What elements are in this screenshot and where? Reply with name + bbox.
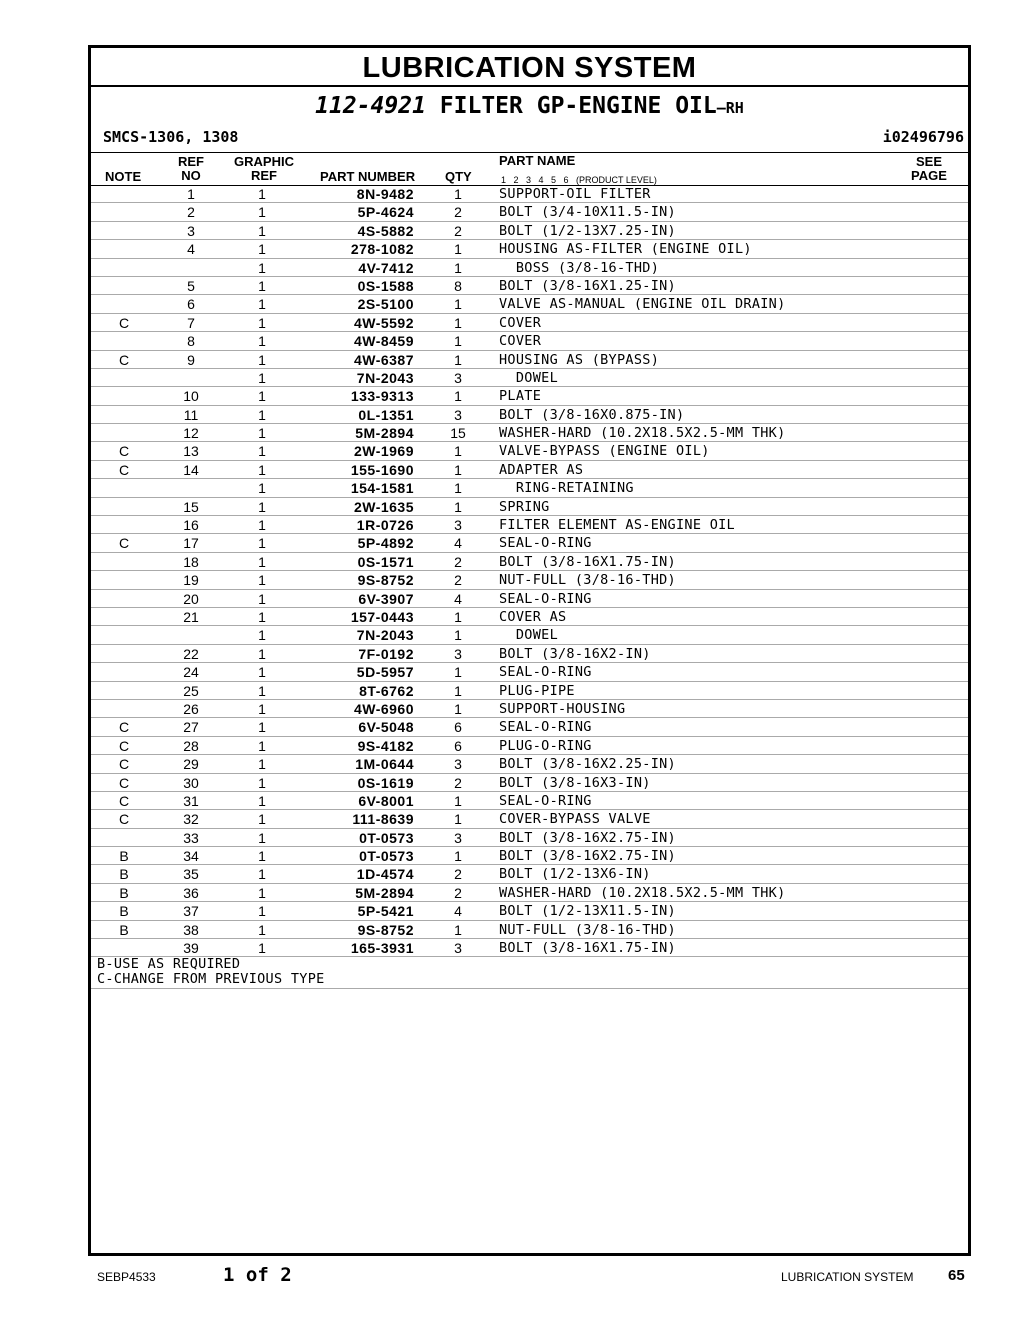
row-graphic-ref: 1 [258, 774, 266, 791]
row-part-name: WASHER-HARD (10.2X18.5X2.5-MM THK) [499, 425, 786, 442]
row-qty: 1 [454, 296, 462, 313]
row-part-number: 6V-5048 [358, 719, 414, 736]
col-product-levels: 1 2 3 4 5 6 (PRODUCT LEVEL) [501, 175, 657, 185]
row-part-number: 9S-8752 [357, 921, 414, 938]
row-graphic-ref: 1 [258, 848, 266, 865]
table-row [91, 663, 968, 681]
row-ref-no: 28 [183, 737, 199, 754]
row-part-number: 1M-0644 [355, 756, 414, 773]
row-graphic-ref: 1 [258, 940, 266, 957]
row-part-number: 4W-6960 [353, 700, 414, 717]
row-note: B [119, 903, 129, 920]
table-row [91, 516, 968, 534]
row-graphic-ref: 1 [258, 222, 266, 239]
col-part-name: PART NAME [499, 153, 576, 168]
row-part-number: 4W-6387 [353, 351, 414, 368]
row-graphic-ref: 1 [258, 277, 266, 294]
row-graphic-ref: 1 [258, 664, 266, 681]
row-graphic-ref: 1 [258, 259, 266, 276]
row-part-name: BOLT (3/8-16X2-IN) [499, 645, 651, 662]
row-part-number: 6V-8001 [358, 792, 414, 809]
table-row [91, 810, 968, 828]
footer-page-number: 65 [948, 1267, 965, 1284]
row-part-name: COVER [499, 314, 542, 331]
table-row [91, 314, 968, 332]
row-ref-no: 19 [183, 572, 199, 589]
row-ref-no: 10 [183, 388, 199, 405]
row-ref-no: 9 [187, 351, 195, 368]
group-number: 112-4921 [315, 93, 426, 119]
row-graphic-ref: 1 [258, 369, 266, 386]
row-part-name: SEAL-O-RING [499, 590, 592, 607]
row-part-number: 4W-5592 [353, 314, 414, 331]
row-part-number: 9S-4182 [357, 737, 414, 754]
table-header [91, 152, 968, 186]
row-part-number: 154-1581 [350, 480, 414, 497]
row-part-name: BOLT (3/8-16X1.25-IN) [499, 277, 676, 294]
table-row [91, 774, 968, 792]
row-ref-no: 20 [183, 590, 199, 607]
row-qty: 4 [454, 903, 462, 920]
table-row [91, 277, 968, 295]
parts-table-body [91, 185, 968, 957]
table-row [91, 534, 968, 552]
row-qty: 4 [454, 535, 462, 552]
row-graphic-ref: 1 [258, 719, 266, 736]
table-row [91, 424, 968, 442]
row-qty: 1 [454, 241, 462, 258]
row-ref-no: 2 [187, 204, 195, 221]
row-qty: 4 [454, 590, 462, 607]
row-qty: 1 [454, 811, 462, 828]
row-part-number: 2W-1635 [353, 498, 414, 515]
row-part-number: 0S-1571 [357, 553, 414, 570]
row-part-number: 4W-8459 [353, 333, 414, 350]
row-part-number: 5P-5421 [357, 903, 414, 920]
row-part-number: 7N-2043 [356, 627, 414, 644]
group-name: FILTER GP-ENGINE OIL [439, 93, 717, 119]
row-qty: 3 [454, 829, 462, 846]
row-part-name: SEAL-O-RING [499, 535, 592, 552]
row-graphic-ref: 1 [258, 737, 266, 754]
row-graphic-ref: 1 [258, 388, 266, 405]
row-part-name: VALVE AS-MANUAL (ENGINE OIL DRAIN) [499, 296, 786, 313]
row-part-name: BOLT (1/2-13X6-IN) [499, 866, 651, 883]
footer-section: LUBRICATION SYSTEM [781, 1270, 914, 1284]
row-part-number: 7F-0192 [358, 645, 414, 662]
row-graphic-ref: 1 [258, 480, 266, 497]
row-graphic-ref: 1 [258, 553, 266, 570]
table-row [91, 865, 968, 883]
row-part-number: 9S-8752 [357, 572, 414, 589]
row-graphic-ref: 1 [258, 608, 266, 625]
table-row [91, 351, 968, 369]
row-graphic-ref: 1 [258, 443, 266, 460]
row-qty: 1 [454, 921, 462, 938]
row-qty: 3 [454, 940, 462, 957]
row-part-number: 4S-5882 [357, 222, 414, 239]
row-graphic-ref: 1 [258, 498, 266, 515]
table-row [91, 700, 968, 718]
table-row [91, 498, 968, 516]
notes-divider [91, 988, 968, 989]
table-row [91, 406, 968, 424]
col-ref-no [166, 155, 216, 183]
row-ref-no: 39 [183, 940, 199, 957]
row-ref-no: 13 [183, 443, 199, 460]
row-graphic-ref: 1 [258, 682, 266, 699]
col-ref-line2: NO [181, 168, 201, 183]
row-part-name: PLUG-PIPE [499, 682, 575, 699]
row-qty: 3 [454, 406, 462, 423]
row-part-name: SUPPORT-HOUSING [499, 700, 626, 717]
row-part-name: COVER AS [499, 608, 567, 625]
row-part-number: 8N-9482 [356, 186, 414, 202]
row-part-number: 0S-1619 [357, 774, 414, 791]
table-row [91, 332, 968, 350]
row-note: C [118, 774, 130, 791]
row-ref-no: 30 [183, 774, 199, 791]
row-ref-no: 17 [183, 535, 199, 552]
row-note: C [118, 792, 130, 809]
row-graphic-ref: 1 [258, 204, 266, 221]
row-graphic-ref: 1 [258, 406, 266, 423]
row-part-name: HOUSING AS-FILTER (ENGINE OIL) [499, 241, 752, 258]
row-part-name: BOLT (1/2-13X7.25-IN) [499, 222, 676, 239]
row-part-name: PLUG-O-RING [499, 737, 592, 754]
table-row [91, 902, 968, 920]
col-graphic-line1: GRAPHIC [234, 154, 294, 169]
row-note: B [119, 866, 129, 883]
row-graphic-ref: 1 [258, 186, 266, 202]
row-part-name: ADAPTER AS [499, 461, 584, 478]
row-graphic-ref: 1 [258, 829, 266, 846]
row-graphic-ref: 1 [258, 517, 266, 534]
col-part-number: PART NUMBER [320, 169, 416, 184]
row-qty: 1 [454, 498, 462, 515]
row-part-number: 0L-1351 [358, 406, 414, 423]
row-part-number: 0S-1588 [357, 277, 414, 294]
row-part-number: 133-9313 [350, 388, 414, 405]
row-qty: 2 [454, 204, 462, 221]
table-row [91, 884, 968, 902]
table-row [91, 369, 968, 387]
table-row [91, 203, 968, 221]
row-ref-no: 36 [183, 884, 199, 901]
row-ref-no: 31 [183, 792, 199, 809]
col-see-page [904, 155, 954, 183]
row-part-name: FILTER ELEMENT AS-ENGINE OIL [499, 517, 735, 534]
row-part-number: 111-8639 [352, 811, 414, 828]
row-ref-no: 12 [183, 425, 199, 442]
note-c: C-CHANGE FROM PREVIOUS TYPE [97, 971, 325, 987]
table-row [91, 295, 968, 313]
row-qty: 1 [454, 314, 462, 331]
row-part-name: BOSS (3/8-16-THD) [499, 259, 660, 276]
row-part-number: 5P-4892 [357, 535, 414, 552]
row-part-name: BOLT (3/8-16X2.75-IN) [499, 848, 676, 865]
row-part-number: 5D-5957 [356, 664, 414, 681]
row-ref-no: 25 [183, 682, 199, 699]
row-part-number: 5M-2894 [355, 884, 414, 901]
table-row [91, 755, 968, 773]
row-qty: 2 [454, 572, 462, 589]
row-ref-no: 34 [183, 848, 199, 865]
table-row [91, 479, 968, 497]
row-part-name: BOLT (3/8-16X1.75-IN) [499, 940, 676, 957]
row-graphic-ref: 1 [258, 241, 266, 258]
row-part-name: PLATE [499, 388, 542, 405]
row-graphic-ref: 1 [258, 811, 266, 828]
row-qty: 6 [454, 719, 462, 736]
table-row [91, 626, 968, 644]
row-note: C [118, 719, 130, 736]
col-see-line1: SEE [915, 154, 942, 169]
row-qty: 1 [454, 186, 462, 202]
table-row [91, 792, 968, 810]
row-part-number: 278-1082 [350, 241, 414, 258]
row-part-name: RING-RETAINING [499, 480, 634, 497]
row-part-name: SEAL-O-RING [499, 792, 592, 809]
row-part-number: 165-3931 [350, 940, 414, 957]
row-part-number: 8T-6762 [359, 682, 414, 699]
row-qty: 1 [454, 848, 462, 865]
col-note: NOTE [105, 169, 142, 184]
row-qty: 3 [454, 756, 462, 773]
row-part-number: 0T-0573 [359, 848, 414, 865]
row-ref-no: 35 [183, 866, 199, 883]
row-ref-no: 29 [183, 756, 199, 773]
row-ref-no: 15 [183, 498, 199, 515]
row-note: C [118, 737, 130, 754]
row-qty: 1 [454, 664, 462, 681]
table-row [91, 921, 968, 939]
row-part-name: SUPPORT-OIL FILTER [499, 186, 651, 202]
table-row [91, 847, 968, 865]
row-part-name: BOLT (3/8-16X2.75-IN) [499, 829, 676, 846]
row-graphic-ref: 1 [258, 461, 266, 478]
row-qty: 1 [454, 682, 462, 699]
row-ref-no: 24 [183, 664, 199, 681]
row-part-name: BOLT (3/4-10X11.5-IN) [499, 204, 676, 221]
row-graphic-ref: 1 [258, 903, 266, 920]
row-qty: 1 [454, 461, 462, 478]
row-graphic-ref: 1 [258, 425, 266, 442]
row-qty: 2 [454, 222, 462, 239]
row-note: B [119, 884, 129, 901]
row-part-name: BOLT (3/8-16X3-IN) [499, 774, 651, 791]
row-qty: 8 [454, 277, 462, 294]
row-part-number: 0T-0573 [359, 829, 414, 846]
notes-legend [97, 957, 325, 987]
row-ref-no: 21 [183, 608, 199, 625]
row-note: C [118, 756, 130, 773]
row-qty: 1 [454, 792, 462, 809]
row-ref-no: 37 [183, 903, 199, 920]
row-part-number: 5M-2894 [355, 425, 414, 442]
row-ref-no: 26 [183, 700, 199, 717]
table-row [91, 718, 968, 736]
row-part-name: SEAL-O-RING [499, 664, 592, 681]
row-ref-no: 27 [183, 719, 199, 736]
row-part-name: BOLT (3/8-16X2.25-IN) [499, 756, 676, 773]
row-part-name: BOLT (3/8-16X0.875-IN) [499, 406, 685, 423]
row-ref-no: 7 [187, 314, 195, 331]
row-graphic-ref: 1 [258, 296, 266, 313]
table-row [91, 222, 968, 240]
row-ref-no: 14 [183, 461, 199, 478]
row-part-name: HOUSING AS (BYPASS) [499, 351, 660, 368]
table-row [91, 571, 968, 589]
parts-page-frame [88, 45, 971, 1256]
row-part-number: 1R-0726 [356, 517, 414, 534]
col-ref-line1: REF [178, 154, 204, 169]
row-graphic-ref: 1 [258, 792, 266, 809]
row-part-number: 157-0443 [350, 608, 414, 625]
row-part-name: SPRING [499, 498, 550, 515]
col-qty: QTY [445, 169, 472, 184]
row-qty: 2 [454, 866, 462, 883]
row-ref-no: 8 [187, 333, 195, 350]
row-graphic-ref: 1 [258, 627, 266, 644]
footer-doc-id: SEBP4533 [97, 1270, 156, 1284]
row-note: C [118, 314, 130, 331]
note-b: B-USE AS REQUIRED [97, 956, 241, 972]
row-graphic-ref: 1 [258, 535, 266, 552]
row-graphic-ref: 1 [258, 314, 266, 331]
col-graphic-line2: REF [251, 168, 277, 183]
row-note: B [119, 848, 129, 865]
row-ref-no: 5 [187, 277, 195, 294]
row-qty: 2 [454, 774, 462, 791]
table-row [91, 608, 968, 626]
row-note: C [118, 461, 130, 478]
row-qty: 3 [454, 369, 462, 386]
table-row [91, 645, 968, 663]
row-ref-no: 22 [183, 645, 199, 662]
row-qty: 1 [454, 259, 462, 276]
row-part-number: 2S-5100 [357, 296, 414, 313]
row-graphic-ref: 1 [258, 333, 266, 350]
row-part-number: 1D-4574 [356, 866, 414, 883]
row-qty: 6 [454, 737, 462, 754]
table-row [91, 939, 968, 957]
row-ref-no: 1 [187, 186, 195, 202]
row-qty: 3 [454, 517, 462, 534]
row-part-number: 155-1690 [350, 461, 414, 478]
row-graphic-ref: 1 [258, 866, 266, 883]
row-graphic-ref: 1 [258, 590, 266, 607]
row-ref-no: 32 [183, 811, 199, 828]
row-part-name: SEAL-O-RING [499, 719, 592, 736]
row-note: C [118, 443, 130, 460]
row-part-name: NUT-FULL (3/8-16-THD) [499, 572, 676, 589]
row-part-name: NUT-FULL (3/8-16-THD) [499, 921, 676, 938]
col-see-line2: PAGE [911, 168, 947, 183]
row-part-name: BOLT (3/8-16X1.75-IN) [499, 553, 676, 570]
row-ref-no: 38 [183, 921, 199, 938]
table-row [91, 442, 968, 460]
row-qty: 3 [454, 645, 462, 662]
row-part-number: 2W-1969 [353, 443, 414, 460]
group-title [91, 92, 968, 122]
table-row [91, 387, 968, 405]
row-note: C [118, 811, 130, 828]
row-graphic-ref: 1 [258, 756, 266, 773]
col-graphic-ref [229, 155, 299, 183]
row-part-name: COVER-BYPASS VALVE [499, 811, 651, 828]
row-qty: 1 [454, 388, 462, 405]
row-graphic-ref: 1 [258, 921, 266, 938]
row-qty: 1 [454, 480, 462, 497]
row-part-name: DOWEL [499, 627, 558, 644]
table-row [91, 461, 968, 479]
row-qty: 1 [454, 608, 462, 625]
illustration-id: i02496796 [882, 128, 964, 146]
row-part-number: 6V-3907 [358, 590, 414, 607]
table-row [91, 240, 968, 258]
row-qty: 2 [454, 884, 462, 901]
row-graphic-ref: 1 [258, 645, 266, 662]
row-qty: 1 [454, 700, 462, 717]
row-part-number: 7N-2043 [356, 369, 414, 386]
row-qty: 1 [454, 351, 462, 368]
row-ref-no: 4 [187, 241, 195, 258]
row-ref-no: 3 [187, 222, 195, 239]
table-row [91, 553, 968, 571]
row-qty: 1 [454, 627, 462, 644]
row-qty: 2 [454, 553, 462, 570]
row-ref-no: 18 [183, 553, 199, 570]
row-qty: 15 [450, 425, 466, 442]
row-note: C [118, 351, 130, 368]
table-row [91, 829, 968, 847]
row-graphic-ref: 1 [258, 572, 266, 589]
row-note: C [118, 535, 130, 552]
section-title: LUBRICATION SYSTEM [91, 48, 968, 87]
row-part-number: 4V-7412 [358, 259, 414, 276]
row-ref-no: 11 [183, 406, 199, 423]
row-graphic-ref: 1 [258, 351, 266, 368]
footer-page-of: 1 of 2 [223, 1264, 292, 1286]
row-part-number: 5P-4624 [357, 204, 414, 221]
table-row [91, 185, 968, 203]
row-ref-no: 6 [187, 296, 195, 313]
row-part-name: DOWEL [499, 369, 558, 386]
table-row [91, 590, 968, 608]
row-part-name: BOLT (1/2-13X11.5-IN) [499, 903, 676, 920]
row-qty: 1 [454, 333, 462, 350]
group-suffix: –RH [716, 99, 744, 117]
row-ref-no: 33 [183, 829, 199, 846]
row-graphic-ref: 1 [258, 884, 266, 901]
row-qty: 1 [454, 443, 462, 460]
row-note: B [119, 921, 129, 938]
row-graphic-ref: 1 [258, 700, 266, 717]
row-part-name: COVER [499, 333, 542, 350]
row-part-name: WASHER-HARD (10.2X18.5X2.5-MM THK) [499, 884, 786, 901]
row-part-name: VALVE-BYPASS (ENGINE OIL) [499, 443, 710, 460]
smcs-code: SMCS-1306, 1308 [103, 128, 239, 146]
row-ref-no: 16 [183, 517, 199, 534]
table-row [91, 259, 968, 277]
table-row [91, 737, 968, 755]
table-row [91, 682, 968, 700]
